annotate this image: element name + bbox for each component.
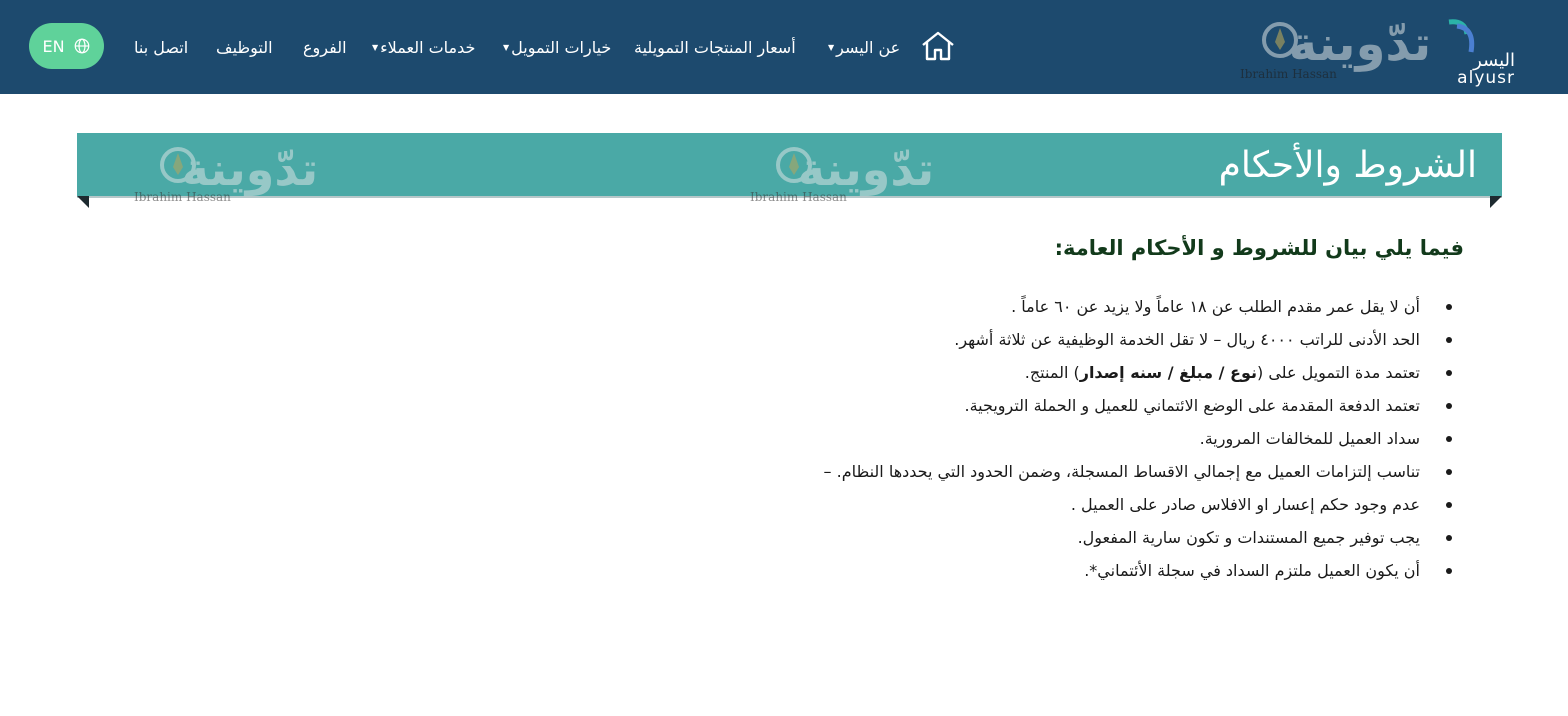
nav-contact-us[interactable]: اتصل بنا bbox=[134, 38, 189, 57]
svg-text:تدّوينة: تدّوينة bbox=[1288, 16, 1432, 72]
nav-financing-options[interactable]: خيارات التمويل▼ bbox=[503, 38, 612, 57]
list-item: تناسب إلتزامات العميل مع إجمالي الاقساط المسجلة، وضمن الحدود التي يحددها النظام. – bbox=[638, 455, 1438, 488]
list-item: تعتمد مدة التمويل على (نوع / مبلغ / سنه إصدار) المنتج. bbox=[638, 356, 1438, 389]
term-emphasis: نوع / مبلغ / سنه إصدار bbox=[1079, 363, 1257, 382]
terms-list bbox=[638, 290, 1438, 587]
chevron-down-icon: ▼ bbox=[503, 43, 510, 52]
terms-subheading: فيما يلي بيان للشروط و الأحكام العامة: bbox=[1054, 236, 1464, 260]
list-item: أن لا يقل عمر مقدم الطلب عن ١٨ عاماً ولا يزيد عن ٦٠ عاماً . bbox=[638, 290, 1438, 323]
site-logo[interactable] bbox=[1240, 12, 1542, 88]
language-toggle-button[interactable] bbox=[29, 23, 104, 69]
nav-branches[interactable]: الفروع bbox=[303, 38, 347, 57]
watermark-logo-icon bbox=[1240, 12, 1480, 82]
watermark-logo-icon bbox=[130, 135, 360, 207]
logo-text-arabic: اليسر bbox=[1473, 50, 1515, 71]
brand-mark-icon bbox=[1445, 18, 1479, 54]
banner-fold-right bbox=[1490, 196, 1502, 208]
top-navigation-bar bbox=[0, 0, 1568, 94]
list-item: سداد العميل للمخالفات المرورية. bbox=[638, 422, 1438, 455]
chevron-down-icon: ▼ bbox=[828, 43, 835, 52]
svg-text:تدّوينة: تدّوينة bbox=[797, 142, 935, 196]
nav-customer-services[interactable]: خدمات العملاء▼ bbox=[372, 38, 476, 57]
nav-product-prices[interactable]: أسعار المنتجات التمويلية bbox=[634, 38, 796, 57]
home-icon[interactable] bbox=[920, 30, 956, 62]
watermark-logo-icon bbox=[746, 135, 976, 207]
list-item: الحد الأدنى للراتب ٤٠٠٠ ريال – لا تقل الخدمة الوظيفية عن ثلاثة أشهر. bbox=[638, 323, 1438, 356]
globe-icon bbox=[73, 37, 91, 55]
chevron-down-icon: ▼ bbox=[372, 43, 379, 52]
logo-text-english: alyusr bbox=[1457, 68, 1515, 88]
svg-text:Ibrahim Hassan: Ibrahim Hassan bbox=[750, 190, 847, 204]
page-title: الشروط والأحكام bbox=[1218, 145, 1477, 186]
list-item: عدم وجود حكم إعسار او الافلاس صادر على العميل . bbox=[638, 488, 1438, 521]
svg-text:Ibrahim Hassan: Ibrahim Hassan bbox=[134, 190, 231, 204]
list-item: تعتمد الدفعة المقدمة على الوضع الائتماني للعميل و الحملة الترويجية. bbox=[638, 389, 1438, 422]
nav-careers[interactable]: التوظيف bbox=[216, 38, 273, 57]
list-item: أن يكون العميل ملتزم السداد في سجلة الأئتماني*. bbox=[638, 554, 1438, 587]
banner-fold-left bbox=[77, 196, 89, 208]
list-item: يجب توفير جميع المستندات و تكون سارية المفعول. bbox=[638, 521, 1438, 554]
content-fade bbox=[1000, 583, 1500, 589]
language-label: EN bbox=[42, 36, 65, 56]
nav-about[interactable]: عن اليسر▼ bbox=[828, 38, 901, 57]
svg-text:تدّوينة: تدّوينة bbox=[181, 142, 319, 196]
svg-text:Ibrahim Hassan: Ibrahim Hassan bbox=[1240, 67, 1337, 81]
